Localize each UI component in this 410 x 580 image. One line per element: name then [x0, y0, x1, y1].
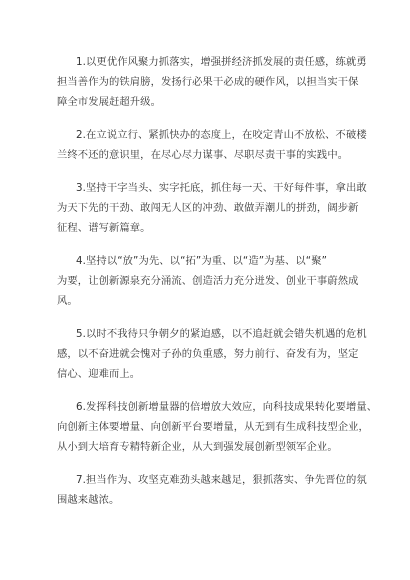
paragraph-1 [57, 52, 367, 112]
paragraph-6 [57, 397, 378, 457]
paragraph-line: 兰终不还的意识里，在尽心尽力谋事、尽职尽责干事的实践中。 [57, 149, 349, 161]
paragraph-2 [57, 125, 367, 165]
paragraph-5 [57, 324, 367, 384]
paragraph-line: 6.发挥科技创新增量器的倍增放大效应，向科技成果转化要增量、 [76, 401, 378, 413]
paragraph-line: 风。 [57, 295, 78, 307]
paragraph-line: 围越来越浓。 [57, 494, 120, 506]
paragraph-line: 信心、迎难而上。 [57, 368, 141, 380]
document-body [57, 52, 378, 523]
paragraph-line: 5.以时不我待只争朝夕的紧迫感，以不追赶就会错失机遇的危机 [76, 328, 367, 340]
paragraph-4 [57, 251, 359, 311]
paragraph-line: 障全市发展赶超升级。 [57, 96, 161, 108]
paragraph-line: 2.在立说立行、紧抓快办的态度上，在咬定青山不放松、不破楼 [76, 129, 367, 141]
paragraph-line: 担当善作为的铁肩膀，发扬行必果干必成的硬作风，以担当实干保 [57, 76, 359, 88]
paragraph-line: 为要，让创新源泉充分涌流、创造活力充分迸发、创业干事蔚然成 [57, 275, 359, 287]
paragraph-line: 感，以不奋进就会愧对子孙的负重感，努力前行、奋发有为，坚定 [57, 348, 359, 360]
paragraph-line: 从小到大培育专精特新企业，从大到强发展创新型领军企业。 [57, 441, 338, 453]
paragraph-line: 4.坚持以“放”为先、以“拓”为重、以“造”为基、以“聚” [76, 255, 328, 267]
paragraph-7 [57, 470, 367, 510]
paragraph-line: 征程、谱写新篇章。 [57, 222, 151, 234]
paragraph-line: 1.以更优作风聚力抓落实，增强拼经济抓发展的责任感，练就勇 [76, 56, 367, 68]
paragraph-line: 向创新主体要增量、向创新平台要增量，从无到有生成科技型企业， [57, 421, 369, 433]
paragraph-line: 3.坚持干字当头、实字托底，抓住每一天、干好每件事，拿出敢 [76, 182, 367, 194]
paragraph-line: 为天下先的干劲、敢闯无人区的冲劲、敢做弄潮儿的拼劲，阔步新 [57, 202, 359, 214]
paragraph-3 [57, 178, 367, 238]
paragraph-line: 7.担当作为、攻坚克难劲头越来越足，狠抓落实、争先晋位的氛 [76, 474, 367, 486]
